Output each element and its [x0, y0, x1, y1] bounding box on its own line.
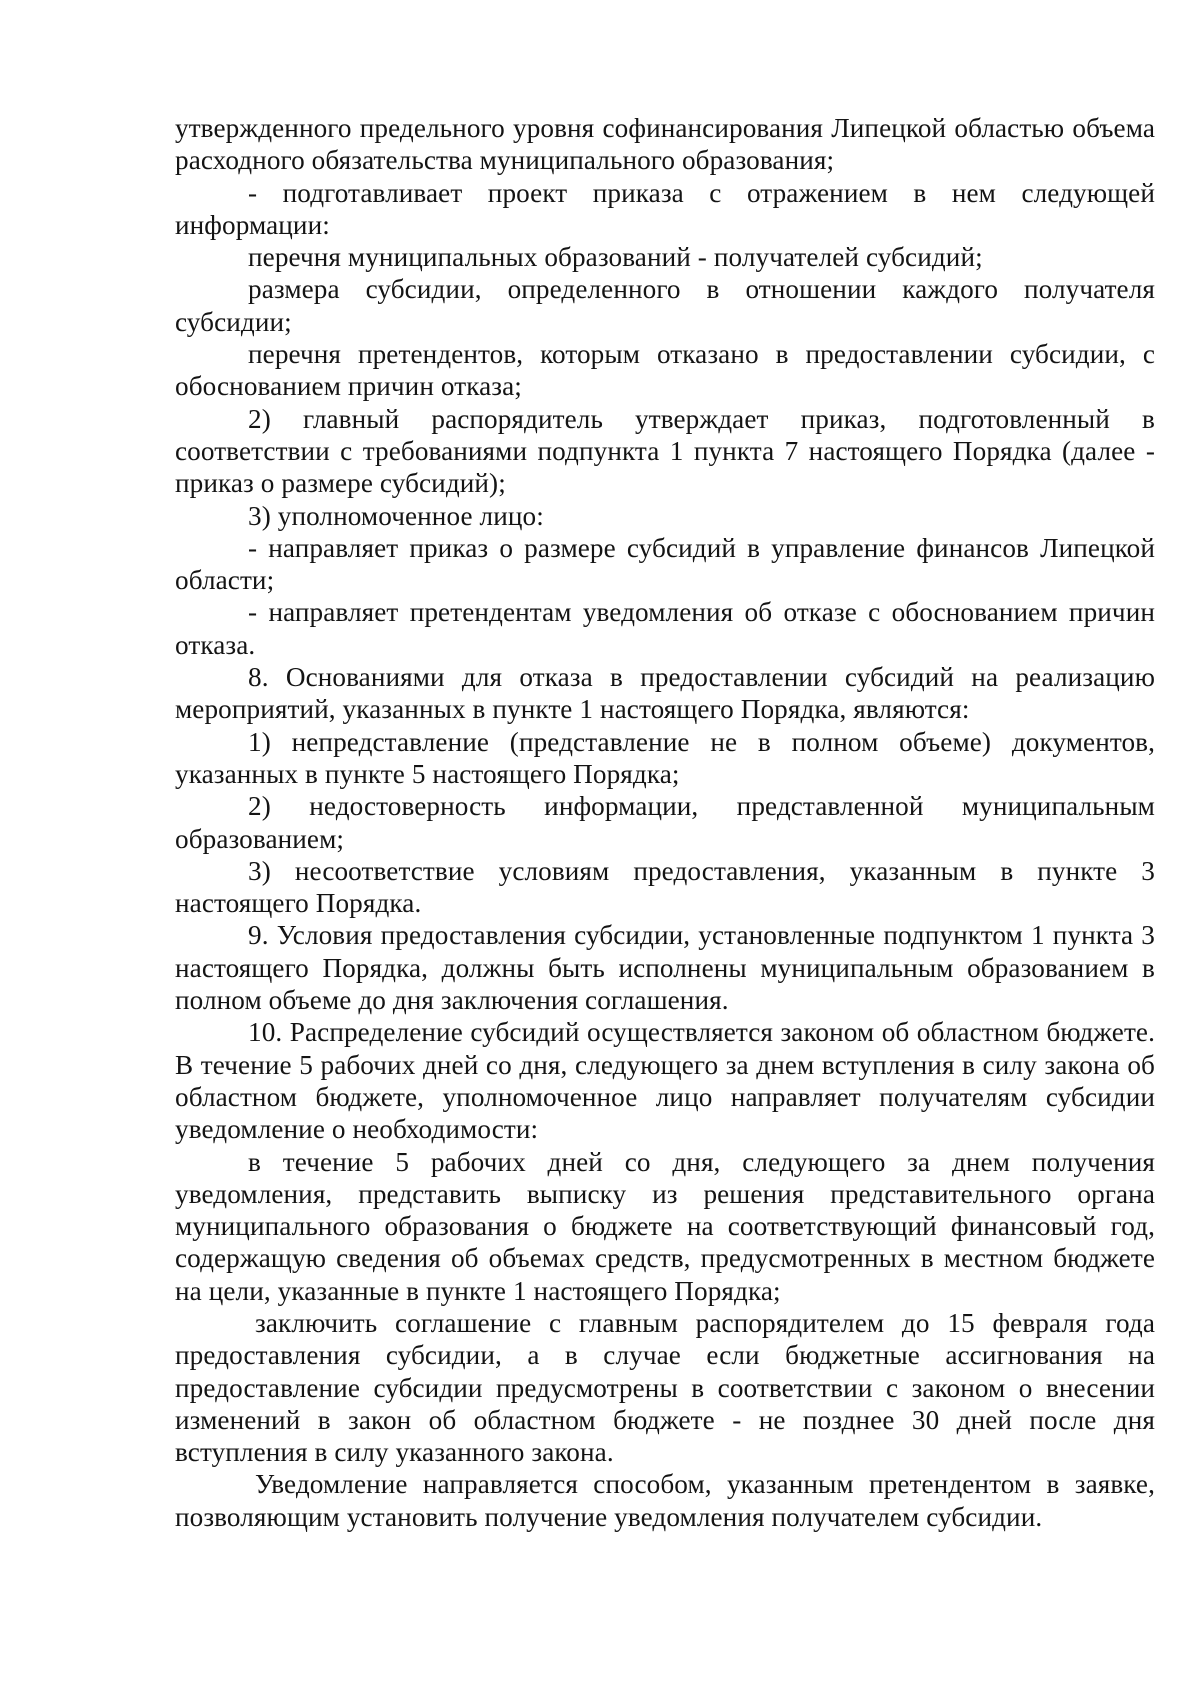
paragraph-10-agreement: заключить соглашение с главным распорядителем до 15 февраля года предоставления субсидии, а в случае если бюджетные ассигнования на предоставление субсидии предусмотрены в соответствии с законом о внесении изменений в закон об областном бюджете - не позднее 30 дней после дня вступления в силу указанного закона. — [175, 1307, 1155, 1468]
paragraph-section-8: 8. Основаниями для отказа в предоставлении субсидий на реализацию мероприятий, указанных в пункте 1 настоящего Порядка, являются: — [175, 662, 1155, 725]
paragraph-section-9: 9. Условия предоставления субсидии, установленные подпунктом 1 пункта 3 настоящего Порядка, должны быть исполнены муниципальным образованием в полном объеме до дня заключения соглашения. — [175, 920, 1155, 1016]
paragraph-subsidy-size: размера субсидии, определенного в отношении каждого получателя субсидии; — [175, 274, 1155, 337]
paragraph-section-10: 10. Распределение субсидий осуществляется законом об областном бюджете. В течение 5 рабочих дней со дня, следующего за днем вступления в силу закона об областном бюджете, уполномоченное лицо направляет получателям субсидии уведомление о необходимости: — [175, 1017, 1155, 1145]
paragraph-send-order: - направляет приказ о размере субсидий в управление финансов Липецкой области; — [175, 532, 1155, 596]
document-page — [175, 112, 1155, 1533]
paragraph-list-recipients: перечня муниципальных образований - получателей субсидий; — [248, 242, 983, 273]
paragraph-8-item-2: 2) недостоверность информации, представленной муниципальным образованием; — [175, 791, 1155, 854]
paragraph-item-2-approve: 2) главный распорядитель утверждает приказ, подготовленный в соответствии с требованиями подпункта 1 пункта 7 настоящего Порядка (далее - приказ о размере субсидий); — [175, 403, 1155, 499]
paragraph-prepare-order: - подготавливает проект приказа с отражением в нем следующей информации: — [175, 177, 1155, 240]
paragraph-item-3-authorized: 3) уполномоченное лицо: — [248, 500, 544, 531]
paragraph-continuation: утвержденного предельного уровня софинансирования Липецкой областью объема расходного обязательства муниципального образования; — [175, 113, 1155, 176]
paragraph-refused-applicants: перечня претендентов, которым отказано в предоставлении субсидии, с обоснованием причин отказа; — [175, 339, 1155, 402]
paragraph-10-extract: в течение 5 рабочих дней со дня, следующего за днем получения уведомления, представить выписку из решения представительного органа муниципального образования о бюджете на соответствующий финансовый год, содержащую сведения об объемах средств, предусмотренных в местном бюджете на цели, указанные в пункте 1 настоящего Порядка; — [175, 1146, 1155, 1306]
paragraph-8-item-3: 3) несоответствие условиям предоставления, указанным в пункте 3 настоящего Порядка. — [175, 855, 1155, 919]
paragraph-send-refusals: - направляет претендентам уведомления об отказе с обоснованием причин отказа. — [175, 597, 1155, 660]
paragraph-notification-method: Уведомление направляется способом, указанным претендентом в заявке, позволяющим установить получение уведомления получателем субсидии. — [175, 1469, 1155, 1532]
paragraph-8-item-1: 1) непредставление (представление не в полном объеме) документов, указанных в пункте 5 настоящего Порядка; — [175, 726, 1155, 789]
